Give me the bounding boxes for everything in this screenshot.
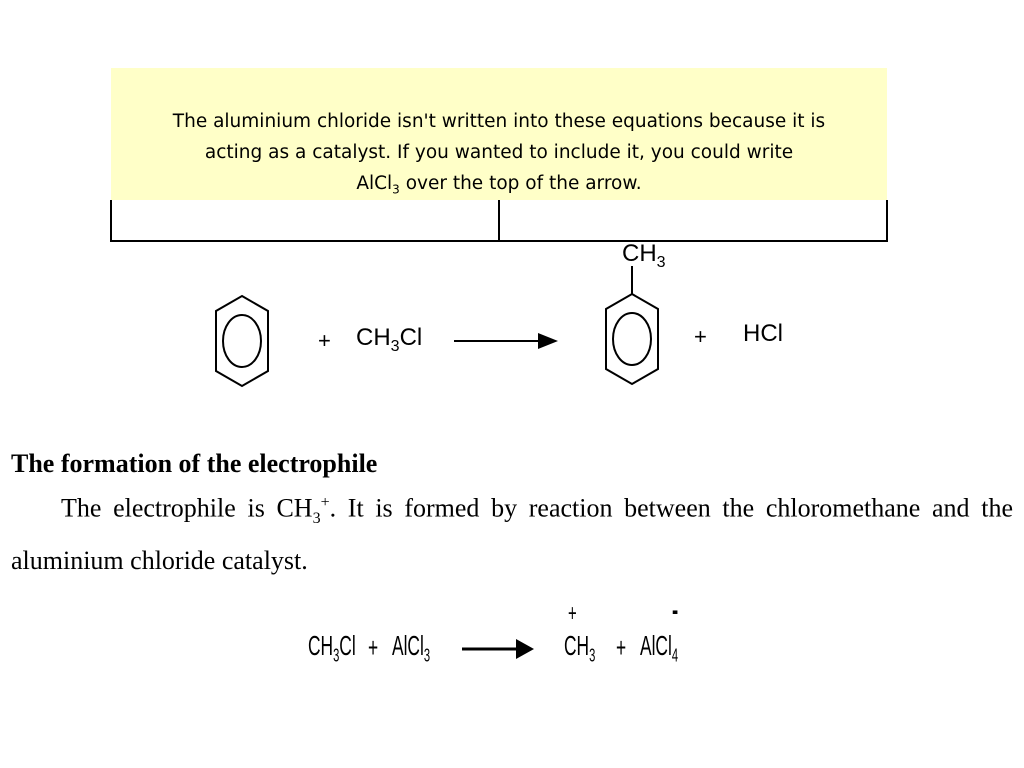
catalyst-note (111, 68, 887, 200)
positive-charge: + (568, 600, 577, 627)
table-divider (498, 200, 500, 242)
benzene-ring-icon (210, 290, 290, 450)
table-border-left (110, 200, 112, 242)
aluminium-chloride-formula: AlCl$_3$ (392, 630, 431, 666)
note-line-1: The aluminium chloride isn't written into these equations because it is (172, 111, 826, 132)
plus-sign: + (368, 632, 379, 663)
methyl-substituent: $CH_3$ (622, 240, 666, 271)
tetrachloroaluminate-formula: AlCl$_4$ (640, 630, 679, 666)
section-heading: The formation of the electrophile (11, 449, 378, 478)
methyl-cation-formula: $CH_3$ (564, 630, 596, 666)
hcl-formula: HCl (743, 320, 783, 347)
table-border-bottom (110, 240, 888, 242)
negative-charge: - (672, 594, 679, 627)
toluene-ring-icon (596, 266, 676, 426)
plus-sign: + (616, 632, 627, 663)
chloromethane-formula: $CH_3Cl$ (356, 324, 423, 355)
note-line-3: AlCl$_3$ over the top of the arrow. (356, 173, 642, 197)
reaction-arrow-icon (460, 636, 550, 666)
plus-sign: + (318, 328, 331, 353)
plus-sign: + (694, 324, 707, 349)
reaction-arrow-icon (450, 328, 570, 358)
electrophile-section (11, 446, 1013, 582)
chloromethane-formula: $CH_3Cl$ (308, 630, 356, 666)
note-line-2: acting as a catalyst. If you wanted to include it, you could write (204, 142, 794, 163)
table-remnant (110, 200, 888, 242)
section-paragraph: The electrophile is $CH_3^+$. It is formed by reaction between the chloromethane and the aluminium chloride catalyst. (11, 493, 1013, 575)
table-border-right (886, 200, 888, 242)
